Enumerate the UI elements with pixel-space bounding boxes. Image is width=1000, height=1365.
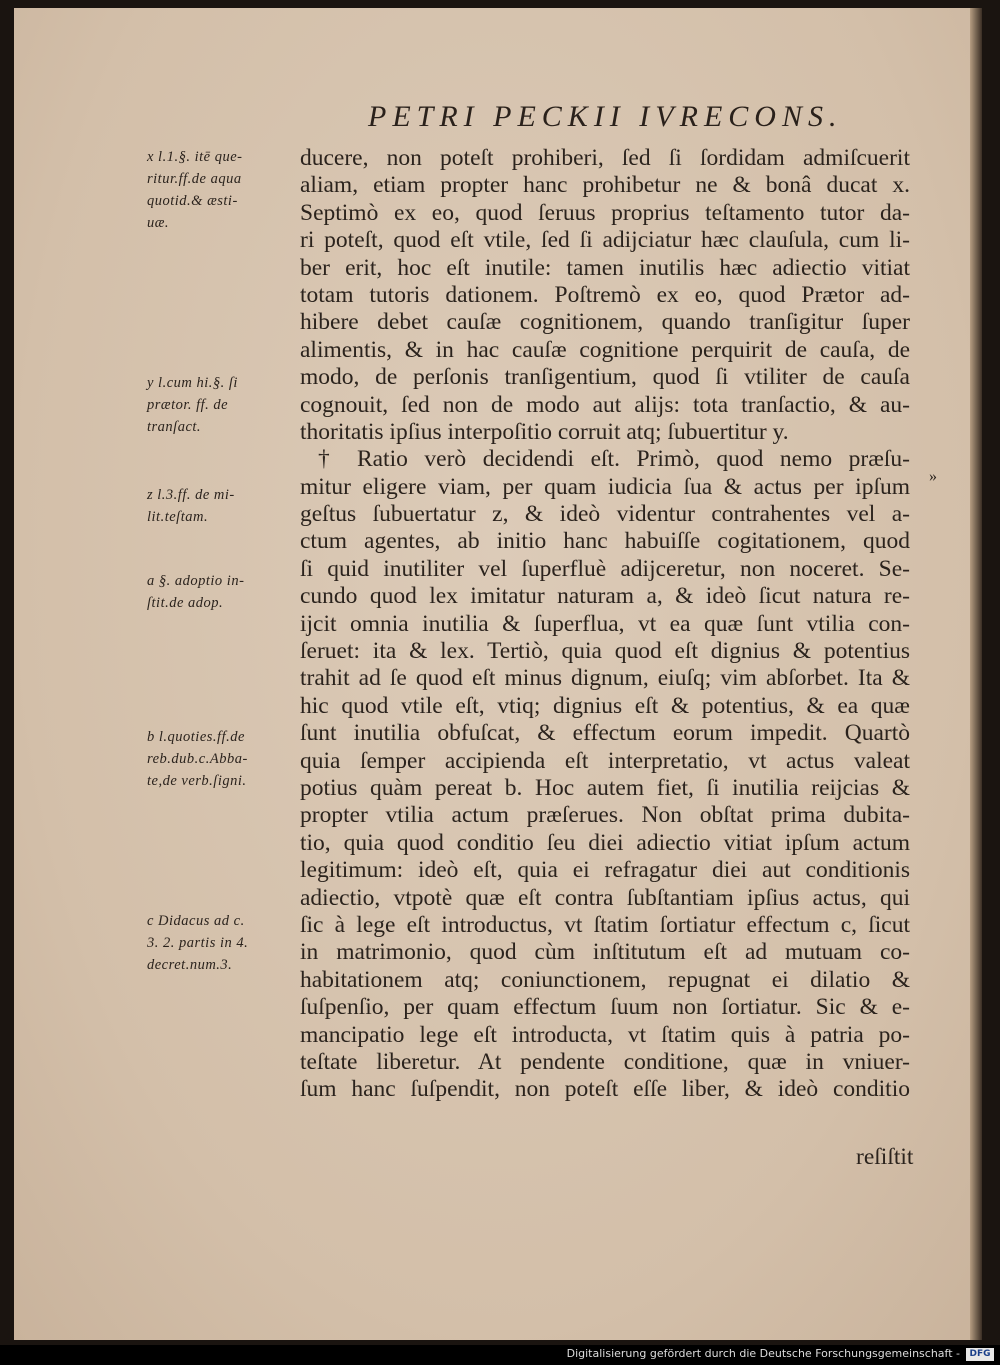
dfg-logo: DFG [966,1348,994,1361]
margin-note-c [147,910,307,976]
body-line: geſtus ſubuertatur z, & ideò videntur contrahentes vel a- [300,501,910,528]
body-line: adiectio, vtpotè quæ eſt contra ſubſtantiam ipſius actus, qui [300,884,910,911]
body-line: in matrimonio, quod cùm inſtitutum eſt ad mutuam co- [300,939,910,966]
body-line: ber erit, hoc eſt inutile: tamen inutilis hæc adiectio vitiat [300,254,910,281]
margin-note-line: lit.teſtam. [147,509,209,525]
body-line: modo, de perſonis tranſigentium, quod ſi vtiliter de cauſa [300,364,910,391]
footer-bar [0,1345,1000,1365]
body-line: ri poteſt, quod eſt vtile, ſed ſi adijciatur hæc clauſula, cum li- [300,227,910,254]
body-line: hibere debet cauſæ cognitionem, quando tranſigitur ſuper [300,309,910,336]
body-line: trahit ad ſe quod eſt minus dignum, eiuſq; vim abſorbet. Ita & [300,665,910,692]
body-line: † Ratio verò decidendi eſt. Primò, quod nemo præſu- [318,446,910,473]
margin-note-line: te,de verb.ſigni. [147,773,247,789]
body-line: ſeruet: ita & lex. Tertiò, quia quod eſt dignius & potentius [300,638,910,665]
margin-note-line: y l.cum hi.§. ſi [147,375,238,391]
footer-credit: Digitalisierung gefördert durch die Deutsche Forschungsgemeinschaft - [566,1347,960,1360]
running-title: PETRI PECKII IVRECONS. [368,100,843,133]
body-line: quia ſemper accipienda eſt interpretatio, vt actus valeat [300,747,910,774]
margin-note-z [147,484,307,528]
body-line: cognouit, ſed non de modo aut alijs: tota tranſactio, & au- [300,391,910,418]
body-line: legitimum: ideò eſt, quia ei refragatur diei aut conditionis [300,857,910,884]
body-text [300,145,910,1104]
body-line: ſi quid inutiliter vel ſuperfluè adijceretur, non noceret. Se- [300,555,910,582]
margin-note-line: ſtit.de adop. [147,595,224,611]
body-line: ctum agentes, ab initio hanc habuiſſe cogitationem, quod [300,528,910,555]
body-line: potius quàm pereat b. Hoc autem fiet, ſi inutilia reijcias & [300,774,910,801]
body-line: tio, quia quod conditio ſeu diei adiectio vitiat ipſum actum [300,829,910,856]
body-line: ſic à lege eſt introductus, vt ſtatim ſortiatur effectum c, ſicut [300,911,910,938]
body-line: Septimò ex eo, quod ſeruus proprius teſtamento tutor da- [300,199,910,226]
body-line: ſum hanc ſuſpendit, non poteſt eſſe liber, & ideò conditio [300,1076,910,1103]
section-pointer: » [929,468,937,485]
margin-note-a [147,570,307,614]
body-line: mancipatio lege eſt introducta, vt ſtatim quis à patria po- [300,1021,910,1048]
margin-note-line: quotid.& æsti- [147,193,238,209]
body-line: ſuſpenſio, per quam effectum ſuum non ſortiatur. Sic & e- [300,994,910,1021]
body-line: hic quod vtile eſt, vtiq; dignius eſt & potentius, & ea quæ [300,692,910,719]
margin-note-y [147,372,307,438]
body-line: habitationem atq; coniunctionem, repugnat ei dilatio & [300,966,910,993]
body-line: cundo quod lex imitatur naturam a, & ideò ſicut natura re- [300,583,910,610]
margin-note-line: uæ. [147,215,170,231]
body-line: ducere, non poteſt prohiberi, ſed ſi ſordidam admiſcuerit [300,145,910,171]
page-binding-edge [970,8,982,1340]
margin-note-line: c Didacus ad c. [147,913,245,929]
margin-note-line: z l.3.ff. de mi- [147,487,235,503]
body-line: ſunt inutilia obfuſcat, & effectum eorum impedit. Quartò [300,720,910,747]
body-line: mitur eligere viam, per quam iudicia ſua & actus per ipſum [300,473,910,500]
page-header [14,100,982,140]
body-line: aliam, etiam propter hanc prohibetur ne & bonâ ducat x. [300,172,910,199]
body-line: totam tutoris dationem. Poſtremò ex eo, quod Prætor ad- [300,281,910,308]
margin-note-line: x l.1.§. itē que- [147,149,243,165]
body-line: thoritatis ipſius interpoſitio corruit atq; ſubuertitur y. [300,418,789,445]
margin-note-line: reb.dub.c.Abba- [147,751,248,767]
margin-note-line: 3. 2. partis in 4. [147,935,249,951]
body-line: alimentis, & in hac cauſæ cognitione perquirit de cauſa, de [300,336,910,363]
margin-note-x [147,146,307,234]
margin-note-line: decret.num.3. [147,957,233,973]
margin-note-line: ritur.ff.de aqua [147,171,242,187]
body-line: ijcit omnia inutilia & ſuperflua, vt ea quæ ſunt vtilia con- [300,610,910,637]
margin-note-b [147,726,307,792]
margin-note-line: b l.quoties.ff.de [147,729,245,745]
margin-note-line: prætor. ff. de [147,397,229,413]
margin-note-line: a §. adoptio in- [147,573,245,589]
body-line: teſtate liberetur. At pendente conditione, quæ in vniuer- [300,1048,910,1075]
catchword: reſiſtit [856,1144,914,1170]
margin-note-line: tranſact. [147,419,202,435]
book-page [14,8,982,1340]
body-line: propter vtilia actum præſerues. Non obſtat prima dubita- [300,802,910,829]
